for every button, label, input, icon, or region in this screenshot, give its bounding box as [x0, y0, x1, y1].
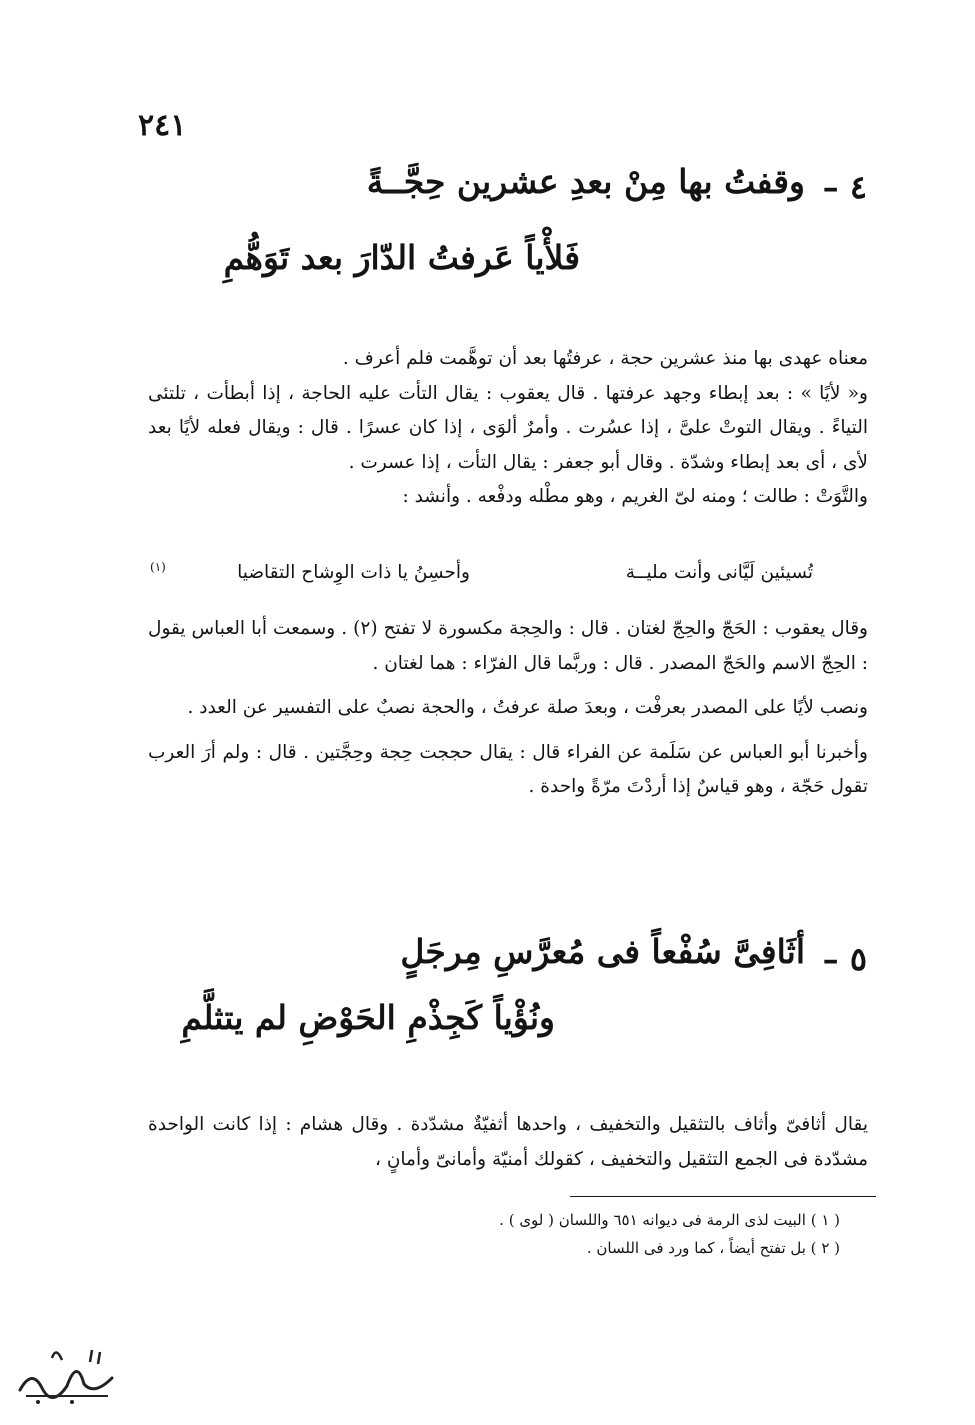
quoted-verse-first-hemistich: تُسيئين لَيَّانى وأنت مليــة — [625, 562, 813, 583]
footnote-reference: (١) — [150, 560, 166, 574]
paragraph: و« لأيًا » : بعد إبطاء وجهد عرفتها . قال يعقوب : يقال التأت عليه الحاجة ، إذا أبطأت ، تلتئى التياءً . ويقال التوتْ علىَّ ، إذا عسُرت . وأمرٌ ألوَى ، إذا كان عسرًا . قال : ويقال فعله لأيًا بعد لأى ، أى بعد إبطاء وشدّة . وقال أبو جعفر : يقال التأت ، إذا عسرت . — [148, 382, 868, 473]
commentary-verse-5 — [148, 1108, 868, 1177]
paragraph: وأخبرنا أبو العباس عن سَلَمة عن الفراء قال : يقال حججت حِجة وحِجَّتين . قال : ولم أرَ العرب تقول حَجّة ، وهو قياسٌ إذا أردْتَ مرّةً واحدة . — [148, 741, 868, 797]
paragraph: يقال أثافىّ وأثاف بالتثقيل والتخفيف ، واحدها أثفيّةٌ مشدّدة . وقال هشام : إذا كانت الواحدة مشدّدة فى الجمع التثقيل والتخفيف ، كقولك أمنيّة وأمانىّ وأمانٍ ، — [148, 1114, 868, 1170]
publisher-logo — [12, 1338, 122, 1410]
verse-4-first-hemistich: وقفتُ بها مِنْ بعدِ عشرين حِجَّــةً — [366, 162, 805, 201]
footnote-divider — [570, 1196, 876, 1197]
footnote-1: ( ١ ) البيت لذى الرمة فى ديوانه ٦٥١ واللسان ( لوى ) . — [499, 1211, 840, 1229]
paragraph: وقال يعقوب : الحَجّ والحِجّ لغتان . قال : والحِجة مكسورة لا تفتح (٢) . وسمعت أبا العباس يقول : الحِجّ الاسم والحَجّ المصدر . قال : وربَّما قال الفرّاء : هما لغتان . — [148, 618, 868, 674]
commentary-verse-4-continued — [148, 612, 868, 805]
verse-5-second-hemistich: ونُؤْياً كَجِذْمِ الحَوْضِ لم يتثلَّمِ — [181, 998, 555, 1037]
paragraph: معناه عهدى بها منذ عشرين حجة ، عرفتُها بعد أن توهَّمت فلم أعرف . — [342, 348, 868, 369]
page-number: ٢٤١ — [138, 108, 187, 143]
footnotes — [320, 1206, 840, 1262]
verse-5-number: ٥ – — [822, 940, 867, 978]
paragraph: والتَّوَتْ : طالت ؛ ومنه لىّ الغريم ، وهو مطْله ودفْعه . وأنشد : — [402, 486, 868, 507]
paragraph: ونصب لأيًا على المصدر بعرفْت ، وبعدَ صلة عرفتُ ، والحجة نصبٌ على التفسير عن العدد . — [187, 697, 868, 718]
calligraphy-logo-icon — [12, 1338, 122, 1410]
commentary-verse-4 — [148, 342, 868, 515]
verse-4-number: ٤ – — [822, 168, 867, 206]
quoted-verse-second-hemistich: وأحسِنُ يا ذات الوِشاح التقاضيا — [237, 562, 470, 583]
verse-5-first-hemistich: أثَافِىَّ سُفْعاً فى مُعرَّسِ مِرجَلٍ — [400, 932, 805, 971]
footnote-2: ( ٢ ) بل تفتح أيضاً ، كما ورد فى اللسان . — [586, 1239, 840, 1257]
verse-4-second-hemistich: فَلأْياً عَرفتُ الدّارَ بعد تَوَهُّمِ — [223, 238, 580, 277]
